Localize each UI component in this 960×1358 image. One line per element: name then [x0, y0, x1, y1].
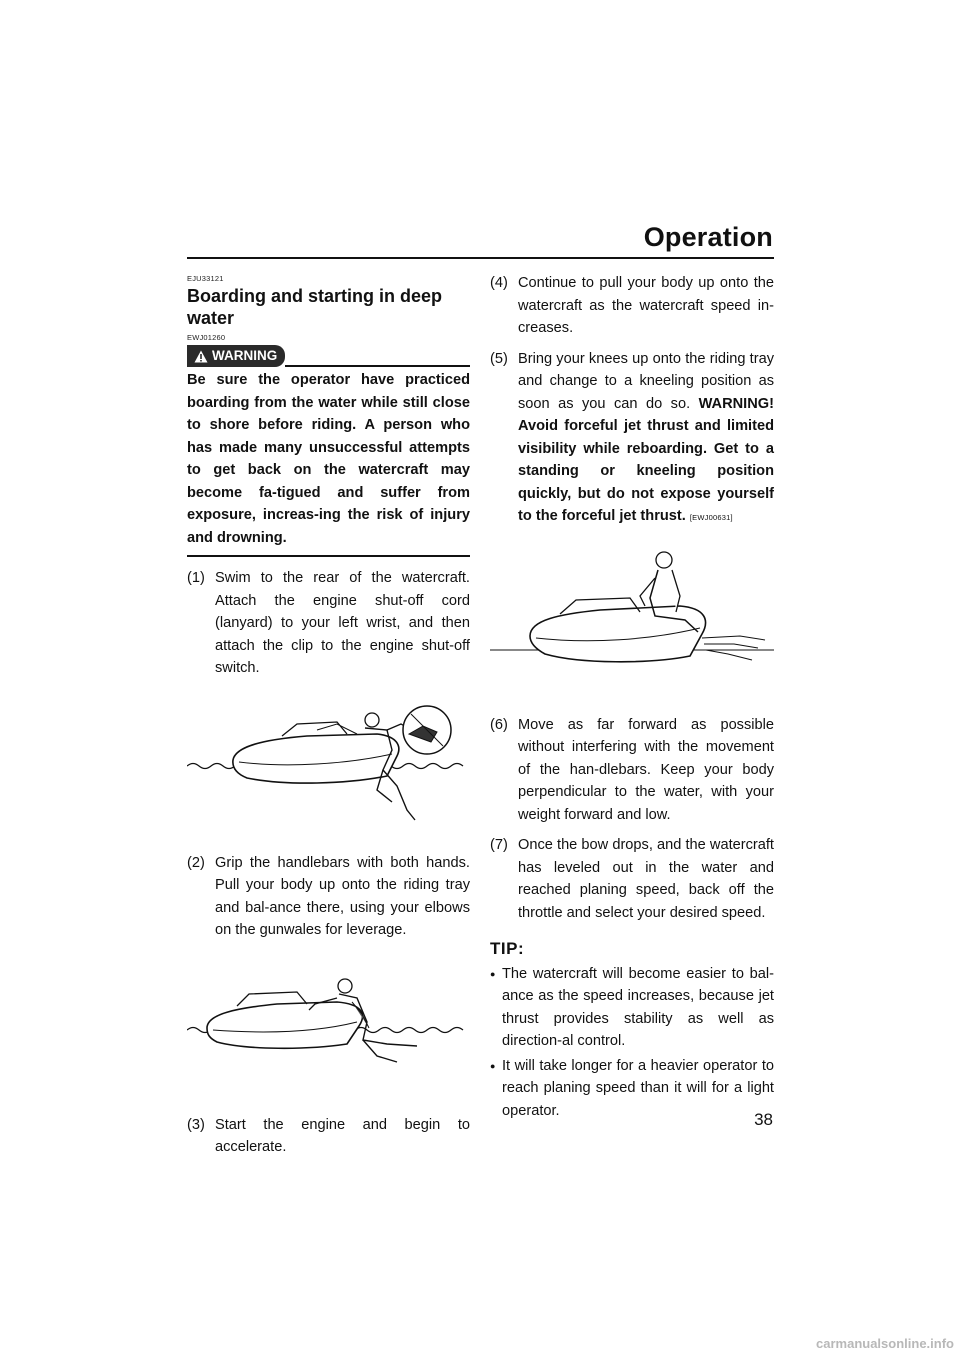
tip-item	[490, 963, 774, 1053]
warning-badge	[187, 345, 285, 367]
warning-ref-code: [EWJ00631]	[689, 513, 733, 522]
warning-triangle-icon	[194, 350, 208, 363]
left-column	[187, 274, 470, 1159]
tip-item	[490, 1055, 774, 1123]
warning-label: WARNING	[212, 348, 278, 363]
step-number: (7)	[490, 837, 508, 853]
page-number: 38	[754, 1110, 773, 1129]
step-6	[490, 714, 774, 827]
step-text: Once the bow drops, and the watercraft has leveled out in the water and reached planing speed, back off the throttle and select your desired speed.	[518, 837, 774, 921]
illustration-kneeling-position	[490, 540, 774, 700]
step-7	[490, 834, 774, 924]
step-text: Move as far forward as possible without interfering with the movement of the han-dlebars. Keep your body perpendicular to the water, with your weight forward and low.	[518, 716, 774, 823]
step-number: (3)	[187, 1116, 205, 1133]
tip-title: TIP:	[490, 939, 525, 958]
step-text: Continue to pull your body up onto the watercraft as the watercraft speed in-creases.	[518, 275, 774, 336]
step-number: (2)	[187, 854, 205, 871]
step-5	[490, 348, 774, 530]
step-4	[490, 272, 774, 340]
step-text: Grip the handlebars with both hands. Pull your body up onto the riding tray and bal-ance there, using your elbows on the gunwales for leverage.	[215, 854, 470, 938]
step-warning: WARNING! Avoid forceful jet thrust and limited visibility while reboarding. Get to a standing or kneeling position quickly, but do not expose yourself to the forceful jet thrust.	[518, 395, 774, 524]
illustration-pull-onto-tray	[187, 952, 470, 1102]
bullet-icon: ●	[490, 968, 496, 979]
section-heading: Boarding and starting in deep water	[187, 286, 443, 328]
step-number: (4)	[490, 275, 508, 291]
warning-rule	[285, 365, 470, 367]
illustration-attach-lanyard	[187, 690, 470, 840]
step-3	[187, 1114, 470, 1159]
header-rule	[187, 257, 774, 259]
tip-text: It will take longer for a heavier operator to reach planing speed than it will for a light operator.	[502, 1057, 774, 1119]
step-number: (6)	[490, 716, 508, 733]
step-number: (5)	[490, 350, 508, 367]
section-title: Operation	[643, 222, 773, 252]
warning-header	[187, 345, 470, 367]
step-text: Swim to the rear of the watercraft. Attach the engine shut-off cord (lanyard) to your left wrist, and then attach the clip to the engine shut-off switch.	[215, 570, 470, 676]
section-code: EJU33121	[187, 274, 224, 283]
warning-code: EWJ01260	[187, 333, 226, 342]
watermark: carmanualsonline.info	[816, 1336, 954, 1351]
step-text: Start the engine and begin to accelerate.	[215, 1116, 470, 1155]
bullet-icon: ●	[490, 1060, 496, 1071]
right-column	[490, 272, 774, 1122]
step-number: (1)	[187, 570, 205, 586]
step-1	[187, 567, 470, 680]
warning-text: Be sure the operator have practiced boarding from the water while still close to shore before riding. A person who has made many unsuccessful attempts to get back on the watercraft may become fa-tigued and suffer from exposure, increas-ing the risk of injury and drowning.	[187, 369, 470, 557]
step-2	[187, 852, 470, 942]
tip-text: The watercraft will become easier to bal-ance as the speed increases, because jet thrust provides stability as well as direction-al control.	[502, 965, 774, 1049]
step-text: Bring your knees up onto the riding tray and change to a kneeling position as soon as you can do so.	[518, 350, 774, 412]
